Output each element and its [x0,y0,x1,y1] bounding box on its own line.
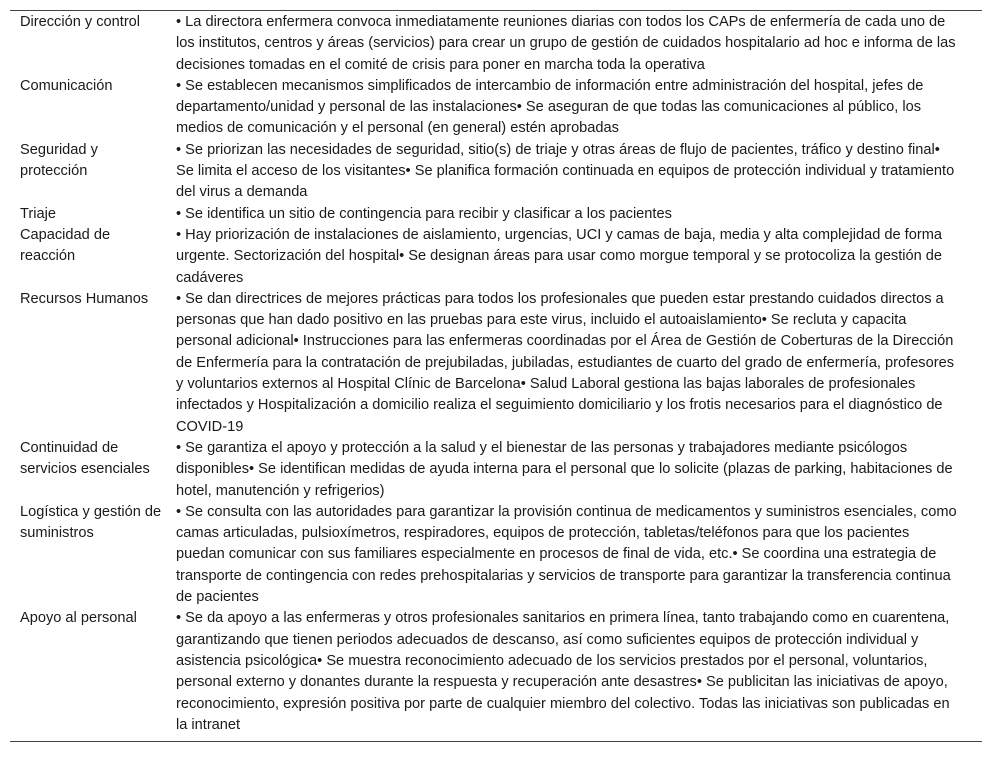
row-label: Recursos Humanos [20,290,149,307]
row-description: • Hay priorización de instalaciones de aislamiento, urgencias, UCI y camas de baja, media y alta complejidad de forma urgente. Sectorización del hospital• Se designan áreas para usar como morgue temporal y se protocoliza la gestión de cadáveres [176,226,943,286]
table-row [10,608,982,741]
row-description: • Se da apoyo a las enfermeras y otros profesionales sanitarios en primera línea, tanto trabajando como en cuarentena, garantizando que tienen periodos adecuados de descanso, así como suficientes equipos de protección individual y asistencia psicológica• Se muestra reconocimiento adecuado de los servicios prestados por el personal, voluntarios, personal externo y donantes durante la respuesta y recuperación ante desastres• Se publicitan las iniciativas de apoyo, reconocimiento, expresión positiva por parte de cualquier miembro del colectivo. Todas las iniciativas son publicadas en la intranet [176,610,950,733]
row-label: Logística y gestión de suministros [20,503,162,542]
table-row [10,289,982,438]
row-label: Seguridad y protección [20,141,98,180]
table-row [10,11,982,76]
content-table-wrapper [10,10,982,742]
row-description: • Se garantiza el apoyo y protección a la salud y el bienestar de las personas y trabajadores mediante psicólogos disponibles• Se identifican medidas de ayuda interna para el personal que lo solicite (plazas de parking, habitaciones de hotel, manutención y refrigerios) [176,439,953,499]
row-description: • Se priorizan las necesidades de seguridad, sitio(s) de triaje y otras áreas de flujo de pacientes, tráfico y destino final• Se limita el acceso de los visitantes• Se planifica formación continuada en equipos de protección individual y tratamiento del virus a demanda [176,141,955,201]
content-table [10,10,982,742]
row-label: Capacidad de reacción [20,226,111,265]
row-description: • Se consulta con las autoridades para garantizar la provisión continua de medicamentos y suministros esenciales, como camas articuladas, pulsioxímetros, respiradores, equipos de protección, tabletas/teléfonos para que los pacientes puedan comunicar con sus familiares especialmente en procesos de final de vida, etc.• Se coordina una estrategia de transporte de contingencia con redes prehospitalarias y servicios de transporte para garantizar la transferencia continua de pacientes [176,503,957,606]
row-description: • La directora enfermera convoca inmediatamente reuniones diarias con todos los CAPs de enfermería de cada uno de los institutos, centros y áreas (servicios) para crear un grupo de gestión de cuidados hospitalario ad hoc e informa de las decisiones tomadas en el comité de crisis para poner en marcha toda la operativa [176,14,956,73]
table-row [10,225,982,289]
row-description: • Se dan directrices de mejores prácticas para todos los profesionales que pueden estar prestando cuidados directos a personas que han dado positivo en las pruebas para este virus, incluido el autoaislamiento• Se recluta y capacita personal adicional• Instrucciones para las enfermeras coordinadas por el Área de Gestión de Coberturas de la Dirección de Enfermería para la contratación de prejubiladas, jubiladas, estudiantes de cuarto del grado de enfermería, profesores y voluntarios externos al Hospital Clínic de Barcelona• Salud Laboral gestiona las bajas laborales de profesionales infectados y Hospitalización a domicilio realiza el seguimiento domiciliario y los frotis necesarios para el diagnóstico de COVID-19 [176,290,954,435]
table-row [10,76,982,140]
row-description: • Se identifica un sitio de contingencia para recibir y clasificar a los pacientes [176,205,672,222]
row-label: Comunicación [20,77,113,94]
row-label: Triaje [20,205,56,222]
row-label: Dirección y control [20,14,141,30]
table-row [10,438,982,502]
row-description: • Se establecen mecanismos simplificados de intercambio de información entre administración del hospital, jefes de departamento/unidad y personal de las instalaciones• Se aseguran de que todas las comunicaciones al público, los medios de comunicación y el personal (en general) estén aprobadas [176,77,924,137]
row-label: Continuidad de servicios esenciales [20,439,150,478]
table-row [10,140,982,204]
table-row [10,204,982,225]
table-row [10,502,982,608]
row-label: Apoyo al personal [20,610,137,627]
